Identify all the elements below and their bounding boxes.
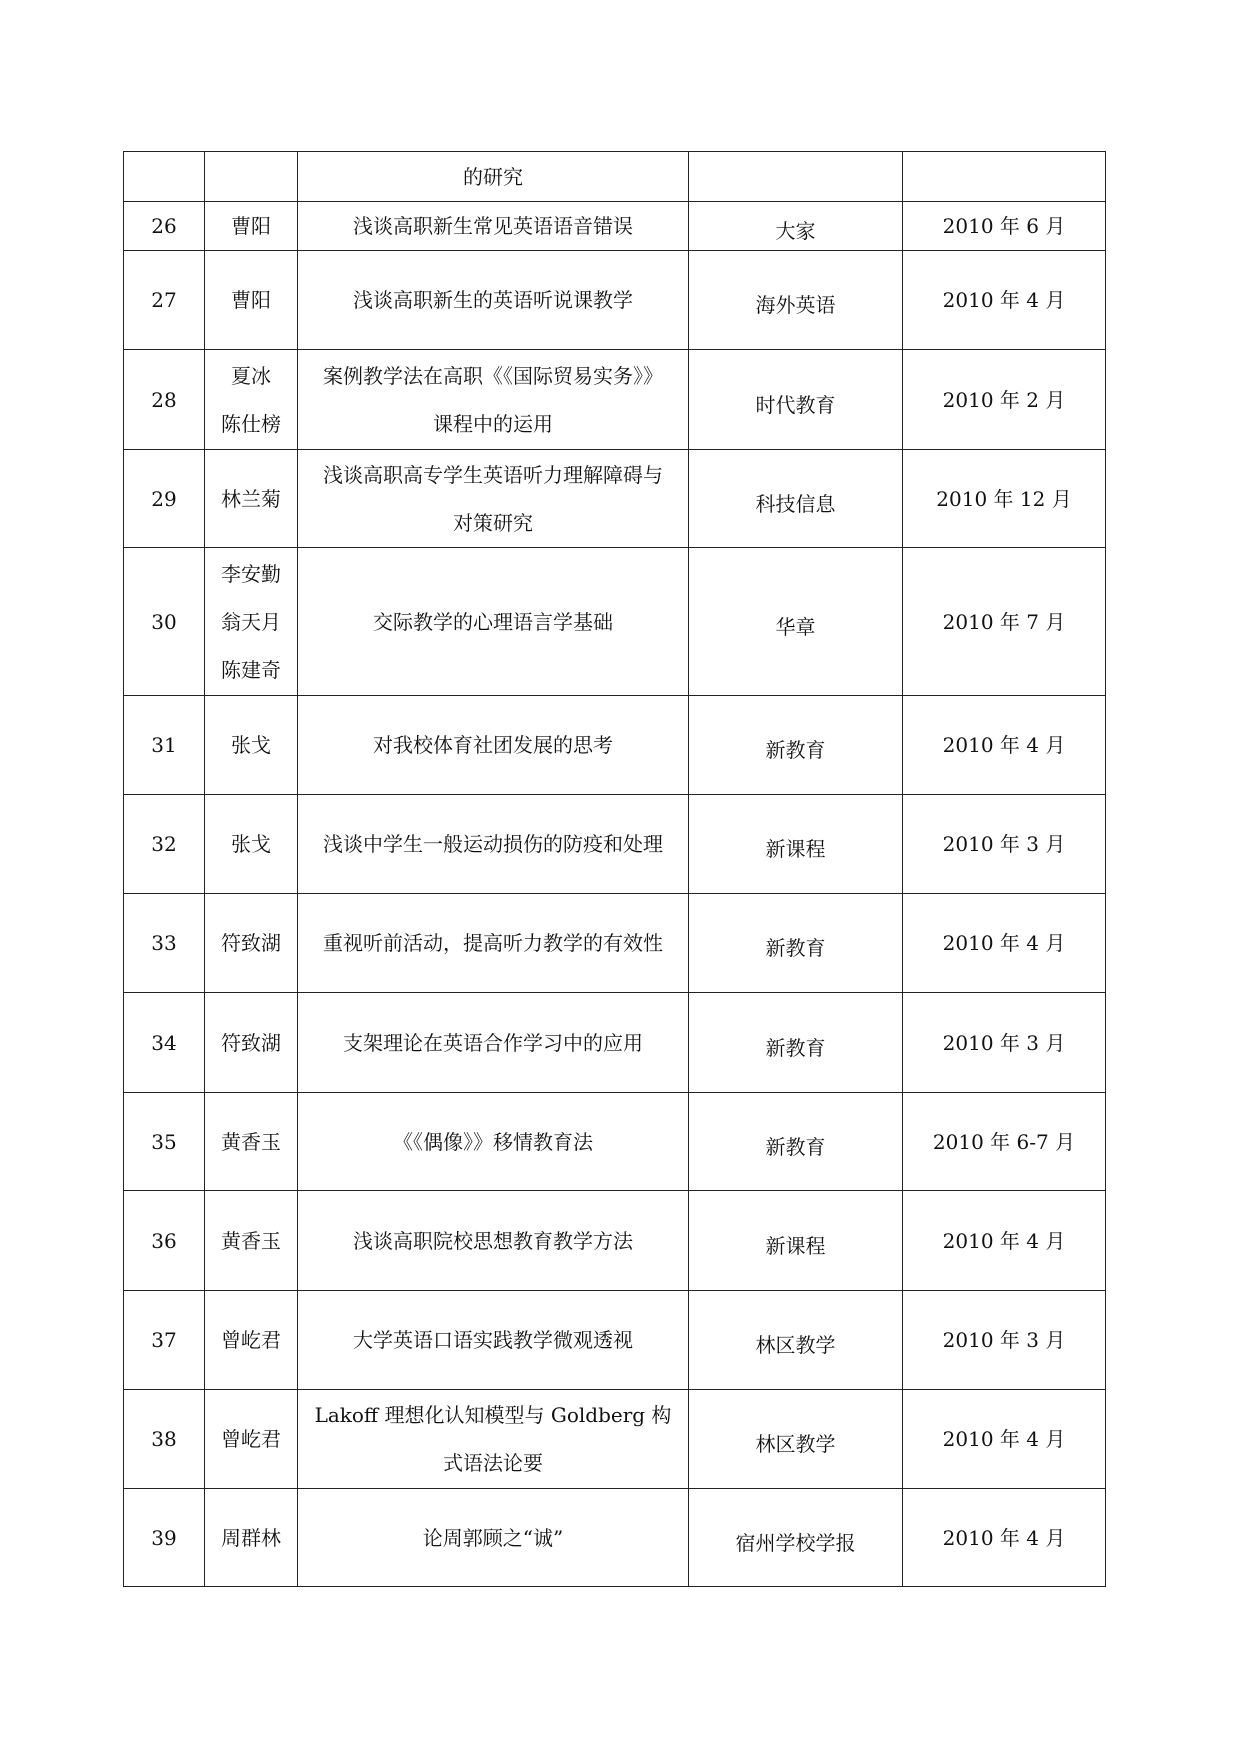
cell-number: 34 [124,993,205,1093]
cell-title [298,696,689,795]
cell-number: 32 [124,795,205,894]
cell-authors [205,202,298,251]
cell-authors [205,696,298,795]
table-row [124,450,1106,548]
cell-title [298,548,689,696]
cell-date: 2010 年 3 月 [903,795,1106,894]
author-name: 黄香玉 [221,1129,281,1154]
cell-date: 2010 年 7 月 [903,548,1106,696]
title-line: 的研究 [463,164,523,189]
cell-authors [205,1093,298,1191]
cell-journal [689,993,903,1093]
cell-title [298,1191,689,1291]
title-line: 论周郭顾之“诚” [422,1525,564,1550]
cell-authors [205,1291,298,1390]
journal-name: 宿州学校学报 [735,1530,856,1555]
cell-title [298,251,689,350]
journal-name: 大家 [775,219,816,243]
cell-number: 28 [124,350,205,450]
cell-title [298,795,689,894]
journal-name: 新教育 [765,738,826,762]
cell-number: 30 [124,548,205,696]
title-line: Lakoff 理想化认知模型与 Goldberg 构 [314,1403,672,1427]
cell-title [298,1390,689,1489]
journal-name: 新课程 [765,1233,826,1258]
cell-date: 2010 年 4 月 [903,894,1106,993]
journal-name: 林区教学 [755,1333,836,1357]
cell-title [298,202,689,251]
table-row [124,1093,1106,1191]
cell-date: 2010 年 4 月 [903,1489,1106,1587]
author-name: 曾屹君 [221,1427,281,1451]
journal-name: 新教育 [765,1035,826,1060]
author-name: 夏冰 [231,363,271,388]
cell-authors [205,993,298,1093]
cell-authors [205,350,298,450]
author-name: 符致湖 [221,931,281,955]
cell-number: 29 [124,450,205,548]
table-row [124,1390,1106,1489]
table-row [124,795,1106,894]
cell-title [298,993,689,1093]
cell-title [298,152,689,202]
cell-authors [205,894,298,993]
cell-date: 2010 年 6-7 月 [903,1093,1106,1191]
author-name: 张戈 [231,832,271,856]
author-name: 曹阳 [231,214,271,238]
title-line: 式语法论要 [443,1451,543,1475]
title-line: 浅谈高职院校思想教育教学方法 [353,1228,633,1253]
table-row [124,1191,1106,1291]
author-name: 周群林 [221,1525,281,1550]
cell-journal [689,1390,903,1489]
cell-authors [205,548,298,696]
cell-journal [689,696,903,795]
cell-date: 2010 年 4 月 [903,251,1106,350]
cell-journal [689,450,903,548]
table-row [124,1489,1106,1587]
table-row [124,251,1106,350]
title-line: 浅谈高职新生常见英语语音错误 [353,214,633,238]
cell-title [298,894,689,993]
cell-authors [205,450,298,548]
journal-name: 新课程 [765,837,826,861]
table-row [124,202,1106,251]
author-name: 符致湖 [221,1030,281,1055]
table-row [124,548,1106,696]
journal-name: 时代教育 [755,392,836,417]
journal-name: 新教育 [765,1134,826,1159]
cell-number: 35 [124,1093,205,1191]
journal-name: 科技信息 [755,491,836,516]
cell-authors [205,1191,298,1291]
cell-date: 2010 年 3 月 [903,1291,1106,1390]
cell-number: 33 [124,894,205,993]
cell-date: 2010 年 4 月 [903,1191,1106,1291]
cell-title [298,1291,689,1390]
cell-number: 27 [124,251,205,350]
table-row [124,1291,1106,1390]
author-name: 张戈 [231,733,271,757]
cell-journal [689,1489,903,1587]
cell-authors [205,251,298,350]
author-name: 林兰菊 [221,486,281,511]
cell-journal [689,251,903,350]
cell-journal [689,548,903,696]
cell-number: 31 [124,696,205,795]
cell-title [298,450,689,548]
author-name: 李安勤 [221,561,281,586]
cell-date: 2010 年 3 月 [903,993,1106,1093]
title-line: 支架理论在英语合作学习中的应用 [343,1030,643,1055]
table-row [124,894,1106,993]
title-line: 案例教学法在高职《《国际贸易实务》》 [323,363,663,388]
cell-date: 2010 年 6 月 [903,202,1106,251]
author-name: 曹阳 [231,288,271,312]
cell-authors [205,152,298,202]
cell-journal [689,1191,903,1291]
journal-name: 华章 [775,614,816,639]
author-name: 陈仕榜 [221,411,281,436]
cell-date: 2010 年 4 月 [903,696,1106,795]
journal-name: 林区教学 [755,1432,836,1456]
cell-number: 37 [124,1291,205,1390]
author-name: 翁天月 [221,609,281,634]
title-line: 浅谈高职新生的英语听说课教学 [353,288,633,312]
table-row [124,350,1106,450]
title-line: 对我校体育社团发展的思考 [373,733,613,757]
cell-journal [689,1093,903,1191]
cell-number: 39 [124,1489,205,1587]
table-row [124,993,1106,1093]
table-row [124,696,1106,795]
cell-title [298,1489,689,1587]
cell-journal [689,202,903,251]
publication-table [123,151,1106,1587]
cell-journal [689,152,903,202]
cell-number: 26 [124,202,205,251]
title-line: 交际教学的心理语言学基础 [373,609,613,634]
cell-journal [689,350,903,450]
title-line: 浅谈高职高专学生英语听力理解障碍与 [323,462,663,487]
cell-authors [205,1390,298,1489]
title-line: 对策研究 [453,510,533,535]
cell-journal [689,894,903,993]
journal-name: 海外英语 [755,293,836,317]
cell-number: 38 [124,1390,205,1489]
cell-title [298,1093,689,1191]
cell-number: 36 [124,1191,205,1291]
cell-number [124,152,205,202]
journal-name [689,172,902,182]
cell-journal [689,795,903,894]
title-line: 《《偶像》》移情教育法 [393,1129,593,1154]
table-body [124,152,1106,1587]
journal-name: 新教育 [765,936,826,960]
cell-title [298,350,689,450]
cell-journal [689,1291,903,1390]
table-row [124,152,1106,202]
cell-date: 2010 年 2 月 [903,350,1106,450]
cell-date [903,152,1106,202]
title-line: 重视听前活动，提高听力教学的有效性 [323,931,663,955]
cell-authors [205,795,298,894]
cell-authors [205,1489,298,1587]
author-name: 曾屹君 [221,1328,281,1352]
author-name: 黄香玉 [221,1228,281,1253]
author-name: 陈建奇 [221,657,281,682]
title-line: 课程中的运用 [433,411,553,436]
cell-date: 2010 年 4 月 [903,1390,1106,1489]
title-line: 大学英语口语实践教学微观透视 [353,1328,633,1352]
title-line: 浅谈中学生一般运动损伤的防疫和处理 [323,832,663,856]
cell-date: 2010 年 12 月 [903,450,1106,548]
